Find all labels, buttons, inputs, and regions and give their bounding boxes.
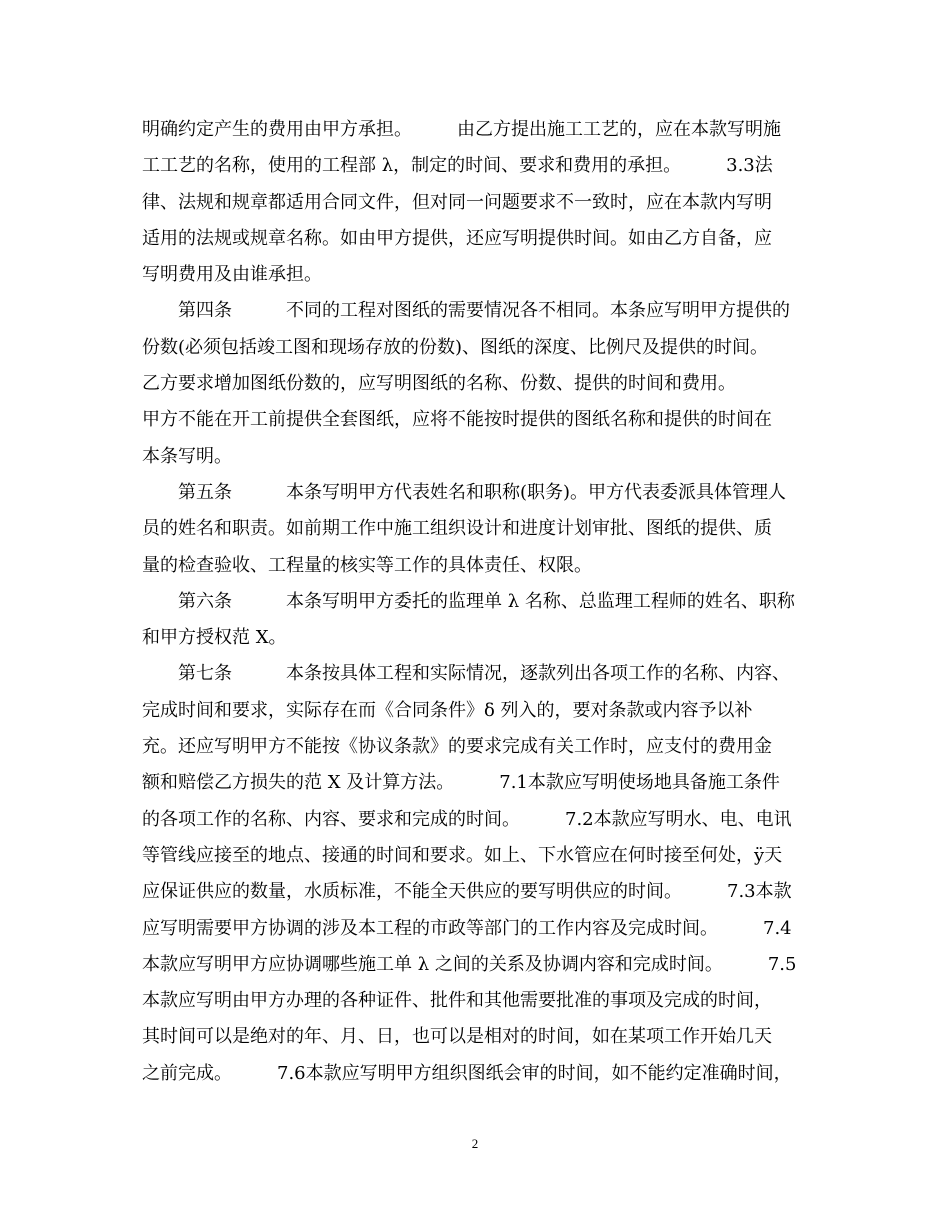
text-line: 额和赔偿乙方损失的范 X 及计算方法。 7.1本款应写明使场地具备施工条件	[142, 772, 780, 794]
text-line: 本款应写明由甲方办理的各种证件、批件和其他需要批准的事项及完成的时间，	[142, 990, 772, 1012]
text-line: 第七条 本条按具体工程和实际情况，逐款列出各项工作的名称、内容、	[142, 663, 790, 685]
text-line: 写明费用及由谁承担。	[142, 264, 322, 286]
text-line: 第五条 本条写明甲方代表姓名和职称(职务)。甲方代表委派具体管理人	[142, 481, 787, 503]
text-line: 量的检查验收、工程量的核实等工作的具体责任、权限。	[142, 554, 592, 576]
text-line: 应写明需要甲方协调的涉及本工程的市政等部门的工作内容及完成时间。 7.4	[142, 917, 792, 939]
page-number: 2	[471, 1136, 479, 1151]
text-line: 的各项工作的名称、内容、要求和完成的时间。 7.2本款应写明水、电、电讯	[142, 808, 792, 830]
text-line: 律、法规和规章都适用合同文件，但对同一问题要求不一致时，应在本款内写明	[142, 191, 772, 213]
document-body	[142, 112, 810, 1092]
text-line: 甲方不能在开工前提供全套图纸，应将不能按时提供的图纸名称和提供的时间在	[142, 409, 772, 431]
text-line: 和甲方授权范 X。	[142, 627, 287, 649]
text-line: 本款应写明甲方应协调哪些施工单 λ 之间的关系及协调内容和完成时间。 7.5	[142, 953, 797, 975]
text-line: 员的姓名和职责。如前期工作中施工组织设计和进度计划审批、图纸的提供、质	[142, 518, 772, 540]
text-line: 明确约定产生的费用由甲方承担。 由乙方提出施工工艺的，应在本款写明施	[142, 119, 781, 140]
text-line: 适用的法规或规章名称。如由甲方提供，还应写明提供时间。如由乙方自备，应	[142, 227, 772, 249]
text-line: 之前完成。 7.6本款应写明甲方组织图纸会审的时间，如不能约定准确时间，	[142, 1062, 792, 1084]
text-line: 本条写明。	[142, 445, 232, 467]
text-line: 工工艺的名称，使用的工程部 λ，制定的时间、要求和费用的承担。 3.3法	[142, 155, 773, 177]
text-line: 其时间可以是绝对的年、月、日，也可以是相对的时间，如在某项工作开始几天	[142, 1026, 772, 1048]
text-line: 等管线应接至的地点、接通的时间和要求。如上、下水管应在何时接至何处，ÿ天	[142, 844, 783, 866]
text-line: 完成时间和要求，实际存在而《合同条件》δ 列入的，要对条款或内容予以补	[142, 699, 753, 721]
text-line: 份数(必须包括竣工图和现场存放的份数)、图纸的深度、比例尺及提供的时间。	[142, 336, 769, 358]
text-line: 第六条 本条写明甲方委托的监理单 λ 名称、总监理工程师的姓名、职称	[142, 590, 795, 612]
text-line: 第四条 不同的工程对图纸的需要情况各不相同。本条应写明甲方提供的	[142, 300, 790, 322]
text-line: 乙方要求增加图纸份数的，应写明图纸的名称、份数、提供的时间和费用。	[142, 373, 736, 395]
text-line: 充。还应写明甲方不能按《协议条款》的要求完成有关工作时，应支付的费用金	[142, 736, 772, 758]
text-line: 应保证供应的数量，水质标准，不能全天供应的要写明供应的时间。 7.3本款	[142, 881, 792, 903]
